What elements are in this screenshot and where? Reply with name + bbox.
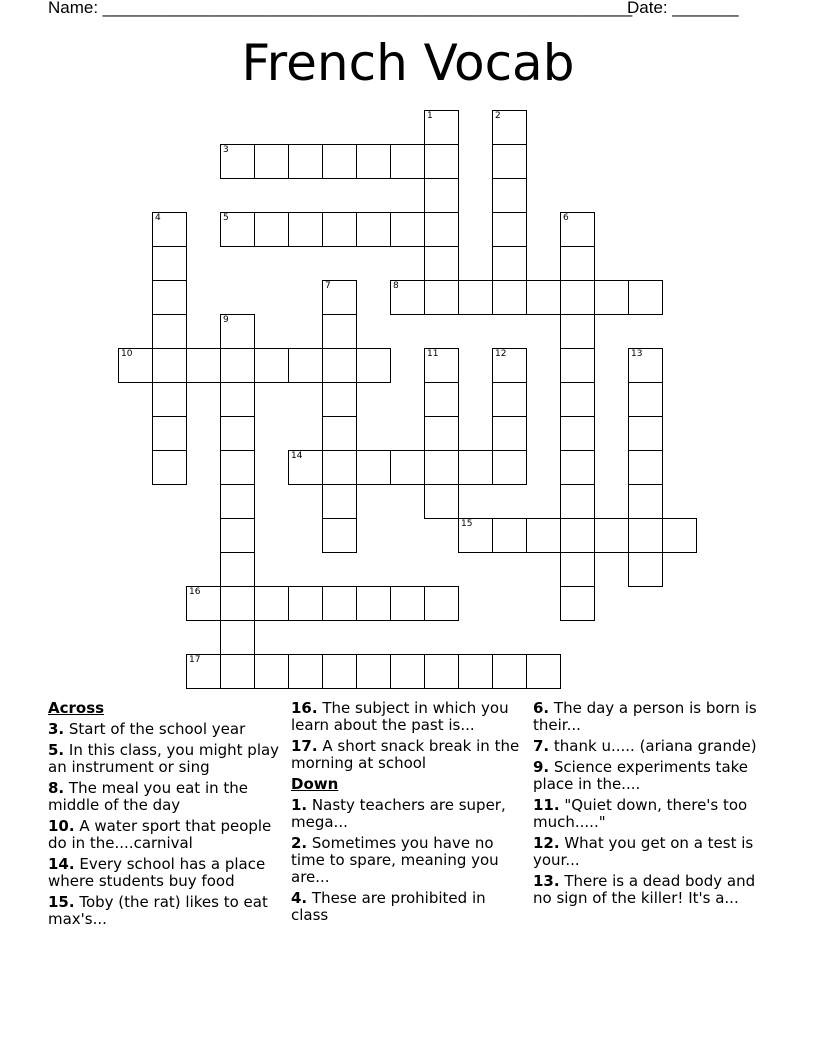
grid-cell[interactable] bbox=[220, 144, 255, 179]
clue-number: 3. bbox=[48, 720, 65, 738]
grid-cell[interactable] bbox=[628, 484, 663, 519]
grid-cell[interactable] bbox=[560, 212, 595, 247]
grid-cell[interactable] bbox=[560, 246, 595, 281]
grid-cell[interactable] bbox=[254, 654, 289, 689]
clue-number: 14. bbox=[48, 855, 75, 873]
grid-cell[interactable] bbox=[628, 280, 663, 315]
grid-cell[interactable] bbox=[560, 586, 595, 621]
cell-number: 15 bbox=[461, 519, 473, 529]
grid-cell[interactable] bbox=[356, 586, 391, 621]
clue-text: Toby (the rat) likes to eat max's... bbox=[48, 893, 268, 928]
grid-cell[interactable] bbox=[220, 314, 255, 349]
clue-text: In this class, you might play an instrument or sing bbox=[48, 741, 280, 776]
clue-down-2 bbox=[291, 835, 523, 886]
grid-cell[interactable] bbox=[424, 586, 459, 621]
grid-cell[interactable] bbox=[492, 450, 527, 485]
grid-cell[interactable] bbox=[458, 280, 493, 315]
cell-number: 1 bbox=[427, 111, 433, 121]
page-title: French Vocab bbox=[241, 34, 575, 92]
grid-cell[interactable] bbox=[390, 586, 425, 621]
grid-cell[interactable] bbox=[492, 280, 527, 315]
clue-column-2 bbox=[291, 700, 523, 928]
grid-cell[interactable] bbox=[220, 654, 255, 689]
grid-cell[interactable] bbox=[152, 348, 187, 383]
clue-text: The meal you eat in the middle of the day bbox=[48, 779, 249, 814]
grid-cell[interactable] bbox=[288, 450, 323, 485]
clue-column-3 bbox=[533, 700, 773, 911]
clue-number: 5. bbox=[48, 741, 65, 759]
clue-across-8 bbox=[48, 780, 280, 814]
grid-cell[interactable] bbox=[594, 280, 629, 315]
grid-cell[interactable] bbox=[322, 450, 357, 485]
grid-cell[interactable] bbox=[662, 518, 697, 553]
clue-down-12 bbox=[533, 835, 773, 869]
grid-cell[interactable] bbox=[560, 280, 595, 315]
grid-cell[interactable] bbox=[458, 518, 493, 553]
clue-down-4 bbox=[291, 890, 523, 924]
clue-number: 17. bbox=[291, 737, 318, 755]
grid-cell[interactable] bbox=[356, 348, 391, 383]
cell-number: 16 bbox=[189, 587, 201, 597]
grid-cell[interactable] bbox=[492, 348, 527, 383]
grid-cell[interactable] bbox=[220, 552, 255, 587]
clue-text: Science experiments take place in the.... bbox=[533, 758, 749, 793]
grid-cell[interactable] bbox=[594, 518, 629, 553]
grid-cell[interactable] bbox=[390, 280, 425, 315]
grid-cell[interactable] bbox=[628, 382, 663, 417]
grid-cell[interactable] bbox=[526, 654, 561, 689]
grid-cell[interactable] bbox=[220, 484, 255, 519]
clue-across-3 bbox=[48, 721, 280, 738]
grid-cell[interactable] bbox=[322, 382, 357, 417]
clue-text: Every school has a place where students buy food bbox=[48, 855, 266, 890]
clue-text: The subject in which you learn about the past is... bbox=[291, 699, 509, 734]
clue-down-6 bbox=[533, 700, 773, 734]
grid-cell[interactable] bbox=[288, 586, 323, 621]
grid-cell[interactable] bbox=[424, 654, 459, 689]
date-field-line: Date: _______ bbox=[627, 0, 739, 17]
cell-number: 10 bbox=[121, 349, 133, 359]
clue-down-1 bbox=[291, 797, 523, 831]
grid-cell[interactable] bbox=[220, 518, 255, 553]
grid-cell[interactable] bbox=[322, 280, 357, 315]
clue-number: 2. bbox=[291, 834, 308, 852]
grid-cell[interactable] bbox=[152, 280, 187, 315]
clue-down-7 bbox=[533, 738, 773, 755]
clue-number: 16. bbox=[291, 699, 318, 717]
grid-cell[interactable] bbox=[424, 110, 459, 145]
grid-cell[interactable] bbox=[322, 348, 357, 383]
grid-cell[interactable] bbox=[424, 246, 459, 281]
grid-cell[interactable] bbox=[118, 348, 153, 383]
grid-cell[interactable] bbox=[288, 654, 323, 689]
cell-number: 5 bbox=[223, 213, 229, 223]
clue-text: thank u..... (ariana grande) bbox=[549, 737, 757, 755]
grid-cell[interactable] bbox=[492, 654, 527, 689]
clue-column-1 bbox=[48, 700, 280, 932]
grid-cell[interactable] bbox=[560, 314, 595, 349]
name-field-line: Name: ________________________________________________________ bbox=[48, 0, 633, 17]
cell-number: 2 bbox=[495, 111, 501, 121]
clue-across-10 bbox=[48, 818, 280, 852]
grid-cell[interactable] bbox=[458, 450, 493, 485]
grid-cell[interactable] bbox=[492, 382, 527, 417]
grid-cell[interactable] bbox=[560, 484, 595, 519]
clue-down-13 bbox=[533, 873, 773, 907]
grid-cell[interactable] bbox=[492, 518, 527, 553]
clue-text: There is a dead body and no sign of the killer! It's a... bbox=[533, 872, 756, 907]
grid-cell[interactable] bbox=[152, 416, 187, 451]
grid-cell[interactable] bbox=[322, 484, 357, 519]
clue-across-5 bbox=[48, 742, 280, 776]
cell-number: 8 bbox=[393, 281, 399, 291]
clue-number: 7. bbox=[533, 737, 550, 755]
grid-cell[interactable] bbox=[356, 654, 391, 689]
grid-cell[interactable] bbox=[254, 212, 289, 247]
grid-cell[interactable] bbox=[152, 382, 187, 417]
grid-cell[interactable] bbox=[628, 348, 663, 383]
grid-cell[interactable] bbox=[322, 586, 357, 621]
clue-text: Sometimes you have no time to spare, meaning you are... bbox=[291, 834, 499, 886]
cell-number: 17 bbox=[189, 655, 201, 665]
across-heading: Across bbox=[48, 699, 105, 717]
grid-cell[interactable] bbox=[254, 586, 289, 621]
grid-cell[interactable] bbox=[322, 654, 357, 689]
clue-number: 12. bbox=[533, 834, 560, 852]
grid-cell[interactable] bbox=[322, 416, 357, 451]
clue-down-9 bbox=[533, 759, 773, 793]
grid-cell[interactable] bbox=[152, 212, 187, 247]
grid-cell[interactable] bbox=[424, 450, 459, 485]
clue-text: The day a person is born is their... bbox=[533, 699, 757, 734]
cell-number: 13 bbox=[631, 349, 643, 359]
down-heading: Down bbox=[291, 775, 339, 793]
grid-cell[interactable] bbox=[220, 382, 255, 417]
cell-number: 7 bbox=[325, 281, 331, 291]
grid-cell[interactable] bbox=[492, 246, 527, 281]
grid-cell[interactable] bbox=[560, 552, 595, 587]
clue-number: 15. bbox=[48, 893, 75, 911]
grid-cell[interactable] bbox=[628, 552, 663, 587]
grid-cell[interactable] bbox=[526, 518, 561, 553]
grid-cell[interactable] bbox=[220, 586, 255, 621]
grid-cell[interactable] bbox=[492, 416, 527, 451]
grid-cell[interactable] bbox=[220, 450, 255, 485]
cell-number: 3 bbox=[223, 145, 229, 155]
clue-number: 1. bbox=[291, 796, 308, 814]
grid-cell[interactable] bbox=[560, 348, 595, 383]
grid-cell[interactable] bbox=[186, 654, 221, 689]
grid-cell[interactable] bbox=[220, 416, 255, 451]
clue-number: 10. bbox=[48, 817, 75, 835]
grid-cell[interactable] bbox=[220, 212, 255, 247]
grid-cell[interactable] bbox=[458, 654, 493, 689]
grid-cell[interactable] bbox=[628, 518, 663, 553]
grid-cell[interactable] bbox=[390, 212, 425, 247]
grid-cell[interactable] bbox=[322, 212, 357, 247]
grid-cell[interactable] bbox=[322, 314, 357, 349]
clue-text: A water sport that people do in the....carnival bbox=[48, 817, 272, 852]
cell-number: 12 bbox=[495, 349, 507, 359]
grid-cell[interactable] bbox=[288, 144, 323, 179]
grid-cell[interactable] bbox=[322, 518, 357, 553]
grid-cell[interactable] bbox=[424, 348, 459, 383]
cell-number: 4 bbox=[155, 213, 161, 223]
grid-cell[interactable] bbox=[628, 416, 663, 451]
grid-cell[interactable] bbox=[152, 246, 187, 281]
grid-cell[interactable] bbox=[152, 314, 187, 349]
grid-cell[interactable] bbox=[288, 348, 323, 383]
clue-number: 6. bbox=[533, 699, 550, 717]
grid-cell[interactable] bbox=[424, 144, 459, 179]
grid-cell[interactable] bbox=[492, 178, 527, 213]
grid-cell[interactable] bbox=[424, 484, 459, 519]
grid-cell[interactable] bbox=[390, 654, 425, 689]
grid-cell[interactable] bbox=[288, 212, 323, 247]
clue-number: 9. bbox=[533, 758, 550, 776]
grid-cell[interactable] bbox=[492, 110, 527, 145]
clue-number: 4. bbox=[291, 889, 308, 907]
clue-across-14 bbox=[48, 856, 280, 890]
grid-cell[interactable] bbox=[628, 450, 663, 485]
clue-number: 13. bbox=[533, 872, 560, 890]
grid-cell[interactable] bbox=[424, 416, 459, 451]
grid-cell[interactable] bbox=[322, 144, 357, 179]
clue-down-11 bbox=[533, 797, 773, 831]
grid-cell[interactable] bbox=[424, 280, 459, 315]
clue-number: 8. bbox=[48, 779, 65, 797]
clue-text: What you get on a test is your... bbox=[533, 834, 754, 869]
clue-across-17 bbox=[291, 738, 523, 772]
clue-text: Start of the school year bbox=[64, 720, 246, 738]
grid-cell[interactable] bbox=[492, 144, 527, 179]
grid-cell[interactable] bbox=[220, 348, 255, 383]
grid-cell[interactable] bbox=[390, 450, 425, 485]
grid-cell[interactable] bbox=[560, 450, 595, 485]
grid-cell[interactable] bbox=[254, 144, 289, 179]
grid-cell[interactable] bbox=[186, 348, 221, 383]
grid-cell[interactable] bbox=[560, 382, 595, 417]
clue-across-15 bbox=[48, 894, 280, 928]
grid-cell[interactable] bbox=[560, 518, 595, 553]
clue-text: Nasty teachers are super, mega... bbox=[291, 796, 506, 831]
clue-number: 11. bbox=[533, 796, 560, 814]
cell-number: 6 bbox=[563, 213, 569, 223]
clue-text: A short snack break in the morning at school bbox=[291, 737, 520, 772]
cell-number: 14 bbox=[291, 451, 303, 461]
grid-cell[interactable] bbox=[186, 586, 221, 621]
grid-cell[interactable] bbox=[424, 178, 459, 213]
clue-across-16 bbox=[291, 700, 523, 734]
grid-cell[interactable] bbox=[560, 416, 595, 451]
grid-cell[interactable] bbox=[220, 620, 255, 655]
clue-text: "Quiet down, there's too much....." bbox=[533, 796, 748, 831]
grid-cell[interactable] bbox=[254, 348, 289, 383]
grid-cell[interactable] bbox=[424, 382, 459, 417]
grid-cell[interactable] bbox=[356, 144, 391, 179]
grid-cell[interactable] bbox=[424, 212, 459, 247]
grid-cell[interactable] bbox=[152, 450, 187, 485]
grid-cell[interactable] bbox=[492, 212, 527, 247]
grid-cell[interactable] bbox=[356, 450, 391, 485]
grid-cell[interactable] bbox=[526, 280, 561, 315]
cell-number: 11 bbox=[427, 349, 439, 359]
grid-cell[interactable] bbox=[356, 212, 391, 247]
clue-text: These are prohibited in class bbox=[291, 889, 486, 924]
grid-cell[interactable] bbox=[390, 144, 425, 179]
cell-number: 9 bbox=[223, 315, 229, 325]
